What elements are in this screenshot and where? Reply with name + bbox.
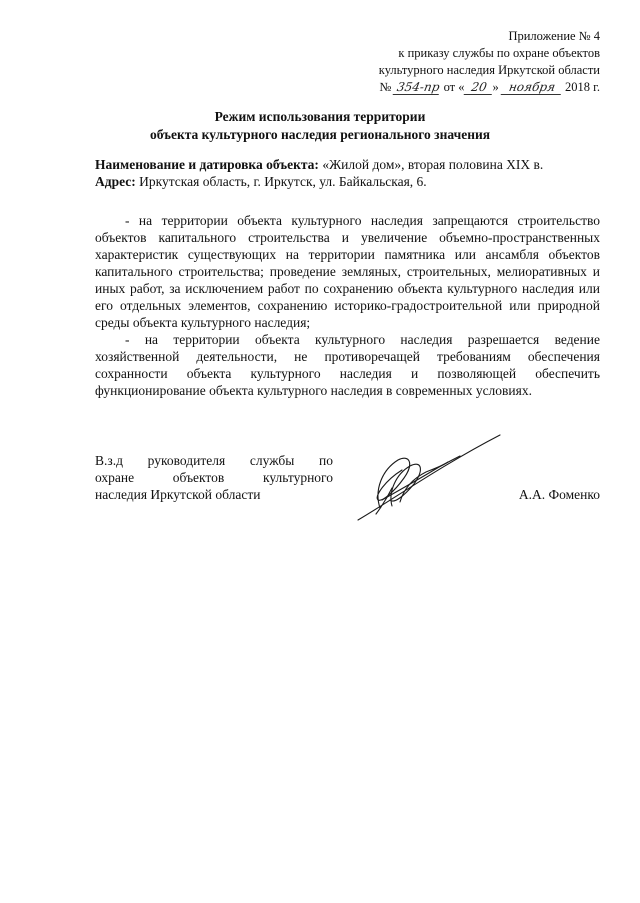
signer-line-3: наследия Иркутской области [95,487,261,502]
object-info [95,156,600,190]
object-address-label: Адрес: [95,174,136,189]
object-address-row [95,173,600,190]
order-month-handwritten: ноября [501,80,564,95]
regime-text [95,212,600,399]
signer-name: А.А. Фоменко [518,487,600,502]
appendix-line-2: к приказу службы по охране объектов [398,46,600,60]
appendix-line-1: Приложение № 4 [508,29,600,43]
order-number-handwritten: 354-пр [393,80,442,95]
order-year: 2018 г. [565,80,600,94]
object-address-value: Иркутская область, г. Иркутск, ул. Байкальская, 6. [139,174,427,189]
object-name-label: Наименование и датировка объекта: [95,157,319,172]
appendix-order-line [379,79,600,96]
appendix-line-3: культурного наследия Иркутской области [378,63,600,77]
signer-line-1: В.з.д руководителя службы по [95,453,333,468]
order-day-handwritten: 20 [463,80,494,95]
title-line-1: Режим использования территории [214,109,426,124]
prohibitions-paragraph: - на территории объекта культурного наследия запрещаются строительство объектов капитального строительства и увеличение объемно-пространственных характеристик существующих на территории памятника или ансамбля объектов капитального строительства; проведение земляных, строительных, мелиоративных и иных работ, за исключением работ по сохранению объекта культурного наследия или его отдельных элементов, сохранению историко-градостроительной или природной среды объекта культурного наследия; [95,213,600,330]
object-name-value: «Жилой дом», вторая половина XIX в. [322,157,544,172]
appendix-header [379,28,600,96]
title-line-2: объекта культурного наследия регионального значения [149,127,491,142]
signer-line-2: охране объектов культурного [95,470,333,485]
object-name-row [95,156,600,173]
document-title [0,108,640,144]
order-date-mid: » [492,80,499,94]
handwritten-signature [352,430,512,525]
order-number-prefix: № [379,80,392,94]
permissions-paragraph: - на территории объекта культурного наследия разрешается ведение хозяйственной деятельности, не противоречащей требованиям обеспечения сохранности объекта культурного наследия и позволяющей обеспечить функционирование объекта культурного наследия в современных условиях. [95,332,600,398]
signer-title [95,452,333,503]
order-date-from: от « [443,80,465,94]
